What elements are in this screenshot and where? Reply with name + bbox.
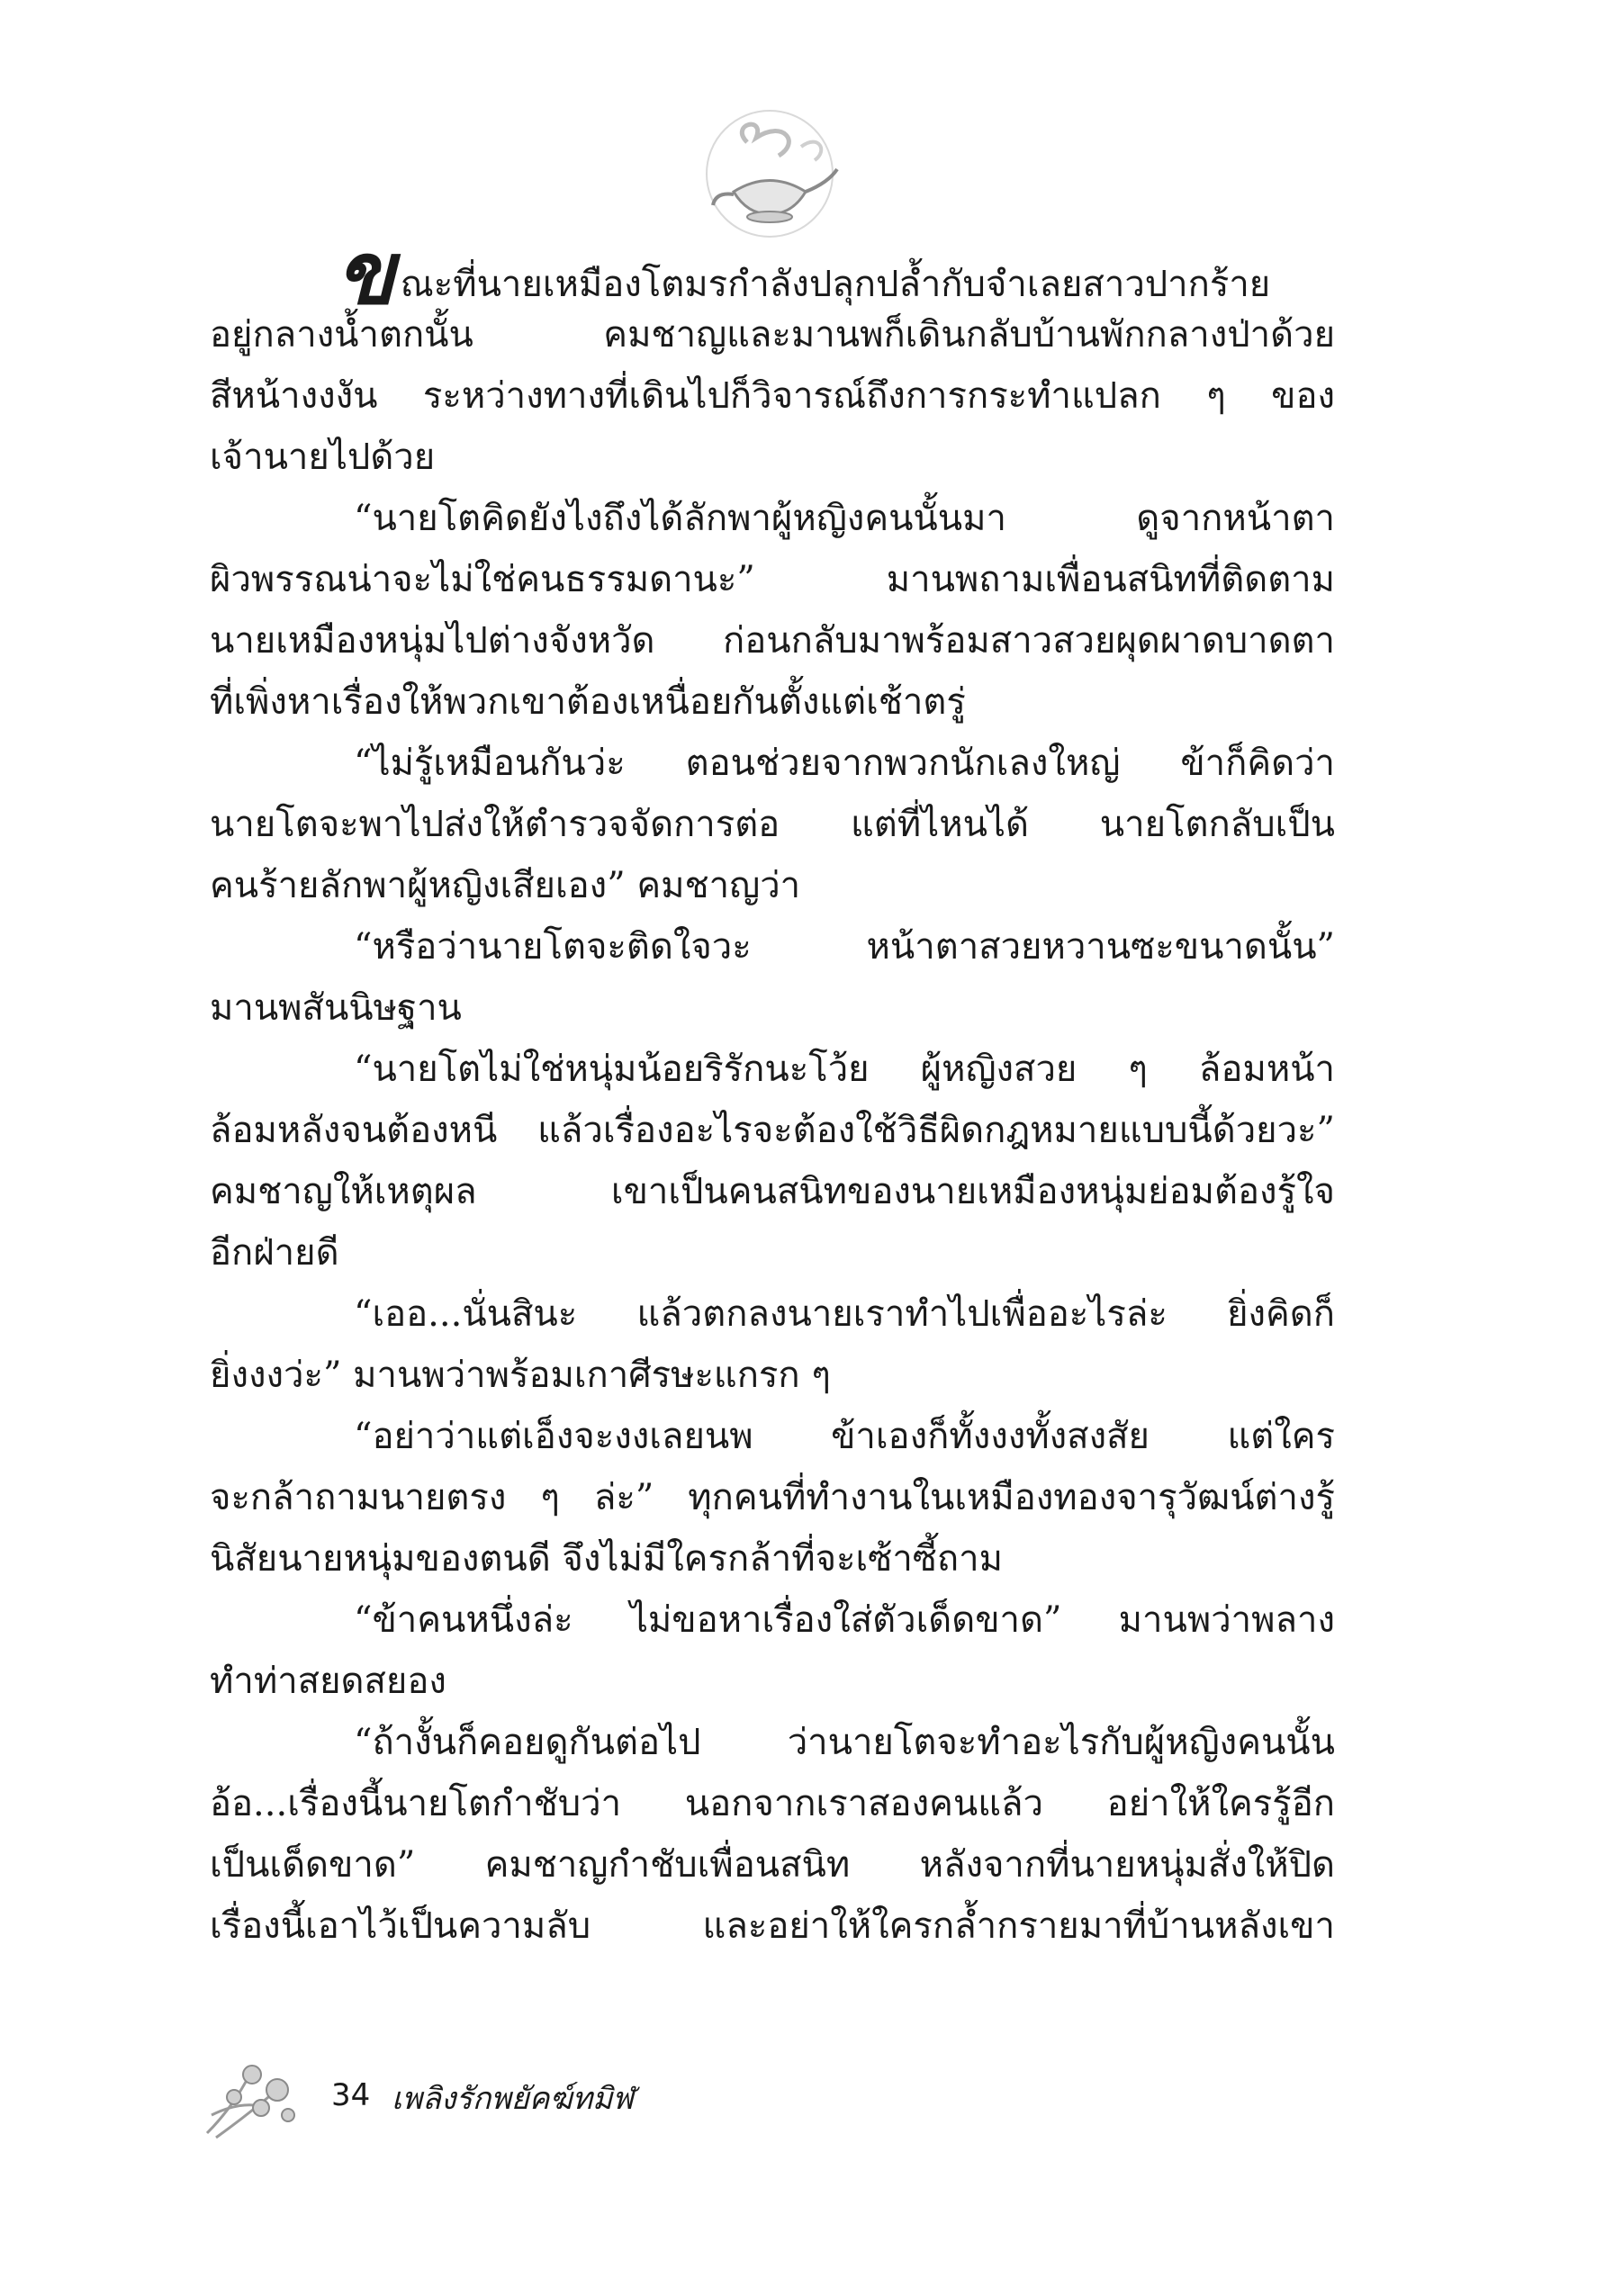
text-line-24: ทำท่าสยดสยอง: [210, 1661, 446, 1702]
text-line-7: นายเหมืองหนุ่มไปต่างจังหวัด ก่อนกลับมาพร้อมสาวสวยผุดผาดบาดตา: [210, 620, 1335, 662]
text-line-28: เรื่องนี้เอาไว้เป็นความลับ และอย่าให้ใครกล้ำกรายมาที่บ้านหลังเขา: [210, 1905, 1335, 1947]
page-number: 34: [331, 2077, 371, 2113]
story-text: [210, 222, 1335, 1957]
text-line-6: ผิวพรรณน่าจะไม่ใช่คนธรรมดานะ” มานพถามเพื่อนสนิทที่ติดตาม: [210, 559, 1335, 600]
text-line-21: จะกล้าถามนายตรง ๆ ล่ะ” ทุกคนที่ทำงานในเหมืองทองจารุวัฒน์ต่างรู้: [210, 1477, 1335, 1518]
text-line-18: “เออ...นั่นสินะ แล้วตกลงนายเราทำไปเพื่ออะไรล่ะ ยิ่งคิดก็: [354, 1293, 1335, 1335]
text-line-5: “นายโตคิดยังไงถึงได้ลักพาผู้หญิงคนนั้นมา ดูจากหน้าตา: [354, 498, 1335, 539]
text-line-1: ขณะที่นายเหมืองโตมรกำลังปลุกปล้ำกับจำเลยสาวปากร้าย: [336, 222, 1271, 324]
drop-cap: ข: [336, 222, 395, 324]
text-line-22: นิสัยนายหนุ่มของตนดี จึงไม่มีใครกล้าที่จะเซ้าซี้ถาม: [210, 1538, 1003, 1580]
text-line-4: เจ้านายไปด้วย: [210, 437, 436, 478]
text-line-17: อีกฝ่ายดี: [210, 1232, 339, 1274]
magic-lamp-icon: [693, 106, 846, 241]
text-line-20: “อย่าว่าแต่เอ็งจะงงเลยนพ ข้าเองก็ทั้งงงทั้งสงสัย แต่ใคร: [354, 1416, 1335, 1457]
book-title: เพลิงรักพยัคฆ์ทมิฬ: [392, 2081, 634, 2117]
text-line-15: ล้อมหลังจนต้องหนี แล้วเรื่องอะไรจะต้องใช้วิธีผิดกฎหมายแบบนี้ด้วยวะ”: [210, 1110, 1335, 1151]
text-line-16: คมชาญให้เหตุผล เขาเป็นคนสนิทของนายเหมืองหนุ่มย่อมต้องรู้ใจ: [210, 1171, 1335, 1212]
flower-bouquet-icon: [198, 2052, 306, 2151]
text-line-14: “นายโตไม่ใช่หนุ่มน้อยริรักนะโว้ย ผู้หญิงสวย ๆ ล้อมหน้า: [354, 1049, 1335, 1090]
page-footer: [180, 2052, 720, 2151]
text-line-12: “หรือว่านายโตจะติดใจวะ หน้าตาสวยหวานซะขนาดนั้น”: [354, 926, 1335, 968]
text-line-13: มานพสันนิษฐาน: [210, 987, 462, 1029]
text-line-2: อยู่กลางน้ำตกนั้น คมชาญและมานพก็เดินกลับบ้านพักกลางป่าด้วย: [210, 314, 1335, 356]
text-line-19: ยิ่งงงว่ะ” มานพว่าพร้อมเกาศีรษะแกรก ๆ: [210, 1355, 831, 1396]
text-line-10: นายโตจะพาไปส่งให้ตำรวจจัดการต่อ แต่ที่ไหนได้ นายโตกลับเป็น: [210, 804, 1335, 845]
text-line-26: อ้อ...เรื่องนี้นายโตกำชับว่า นอกจากเราสองคนแล้ว อย่าให้ใครรู้อีก: [210, 1783, 1335, 1824]
text-line-8: ที่เพิ่งหาเรื่องให้พวกเขาต้องเหนื่อยกันตั้งแต่เช้าตรู่: [210, 681, 966, 723]
text-line-27: เป็นเด็ดขาด” คมชาญกำชับเพื่อนสนิท หลังจากที่นายหนุ่มสั่งให้ปิด: [210, 1844, 1335, 1886]
text-line-11: คนร้ายลักพาผู้หญิงเสียเอง” คมชาญว่า: [210, 865, 801, 906]
text-line-9: “ไม่รู้เหมือนกันว่ะ ตอนช่วยจากพวกนักเลงใหญ่ ข้าก็คิดว่า: [354, 743, 1335, 784]
text-line-23: “ข้าคนหนึ่งล่ะ ไม่ขอหาเรื่องใส่ตัวเด็ดขาด” มานพว่าพลาง: [354, 1599, 1335, 1641]
text-line-25: “ถ้างั้นก็คอยดูกันต่อไป ว่านายโตจะทำอะไรกับผู้หญิงคนนั้น: [354, 1722, 1335, 1763]
text-line-3: สีหน้างงงัน ระหว่างทางที่เดินไปก็วิจารณ์ถึงการกระทำแปลก ๆ ของ: [210, 375, 1335, 417]
